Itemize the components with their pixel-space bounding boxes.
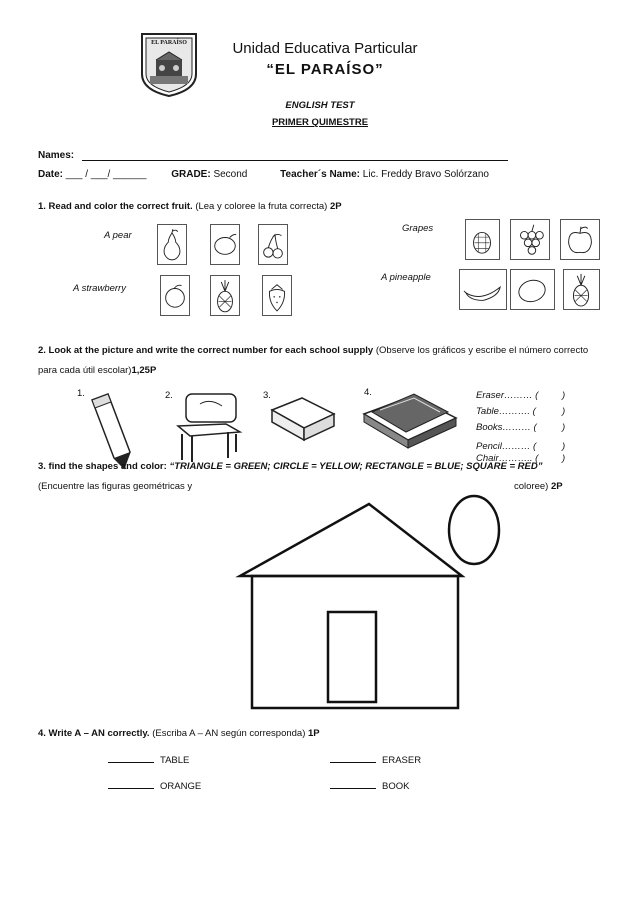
- q4-instruction: 4. Write A – AN correctly. (Escriba A – AN según corresponda) 1P: [38, 728, 320, 739]
- fruit-cherry[interactable]: [258, 224, 288, 265]
- q4-item-table[interactable]: TABLE: [108, 753, 189, 766]
- fruit-apple[interactable]: [560, 219, 600, 260]
- pineapple-icon: [211, 276, 239, 315]
- q2-num-3: 3.: [263, 390, 271, 401]
- strawberry-icon: [263, 276, 291, 315]
- q1-label-pineapple: A pineapple: [381, 272, 431, 283]
- orange-icon: [161, 276, 189, 315]
- fruit-grapes[interactable]: [510, 219, 550, 260]
- fruit-pear[interactable]: [157, 224, 187, 265]
- q2-instruction: 2. Look at the picture and write the correct number for each school supply (Observe los gráficos y escribe el número correcto para cada útil escolar)1,25P: [38, 345, 589, 376]
- answer-books[interactable]: Books……… ( ): [476, 422, 566, 433]
- answer-blank[interactable]: [108, 779, 154, 789]
- school-supply-books: [360, 388, 460, 450]
- grade-value: Second: [213, 169, 248, 180]
- triangle-shape[interactable]: [240, 504, 462, 576]
- circle-shape[interactable]: [449, 496, 499, 564]
- rectangle-shape[interactable]: [328, 612, 376, 702]
- fruit-banana[interactable]: [459, 269, 507, 310]
- q3-instruction: 3. find the shapes and color: “TRIANGLE = GREEN; CIRCLE = YELLOW; RECTANGLE = BLUE; SQUARE = RED”: [38, 461, 543, 472]
- fruit-pineapple-2[interactable]: [563, 269, 600, 310]
- seal-text: EL PARAÍSO: [151, 40, 187, 46]
- grade-label: GRADE:: [171, 169, 211, 180]
- eraser-icon: [268, 392, 338, 444]
- cherry-icon: [259, 225, 287, 264]
- q1-label-strawberry: A strawberry: [73, 283, 126, 294]
- school-supply-eraser: [268, 392, 338, 444]
- q4-item-orange[interactable]: ORANGE: [108, 779, 201, 792]
- term-title: PRIMER QUIMESTRE: [271, 117, 369, 128]
- q1-label-pear: A pear: [104, 230, 132, 241]
- q1-label-grapes: Grapes: [402, 223, 434, 234]
- q1-instruction: 1. Read and color the correct fruit. (Lea y coloree la fruta correcta) 2P: [38, 201, 342, 212]
- school-seal: [138, 30, 200, 98]
- q3-paren-start: (Encuentre las figuras geométricas y: [38, 481, 193, 492]
- q2-num-2: 2.: [165, 390, 173, 401]
- square-shape[interactable]: [252, 576, 458, 708]
- school-supply-chair: [170, 390, 245, 462]
- pineapple-icon: [564, 270, 599, 309]
- q4-item-eraser[interactable]: ERASER: [330, 753, 421, 766]
- q2-num-1: 1.: [77, 388, 85, 399]
- test-title: ENGLISH TEST: [285, 100, 355, 111]
- pear-icon: [158, 225, 186, 264]
- answer-blank[interactable]: [108, 753, 154, 763]
- house-drawing: [230, 492, 510, 712]
- answer-pencil[interactable]: Pencil……… ( ): [476, 441, 566, 452]
- fruit-raspberry[interactable]: [465, 219, 500, 260]
- house-shapes: [230, 492, 510, 712]
- info-row: [38, 169, 598, 180]
- banana-icon: [460, 270, 506, 309]
- apple-icon: [561, 220, 599, 259]
- school-name-title: “EL PARAÍSO”: [266, 61, 384, 78]
- mango-icon: [511, 270, 554, 309]
- date-label: Date:: [38, 169, 64, 180]
- fruit-orange[interactable]: [160, 275, 190, 316]
- answer-blank[interactable]: [330, 753, 376, 763]
- raspberry-icon: [466, 220, 499, 259]
- fruit-strawberry[interactable]: [262, 275, 292, 316]
- fruit-lemon[interactable]: [210, 224, 240, 265]
- answer-blank[interactable]: [330, 779, 376, 789]
- date-field[interactable]: ___ / ___/ ______: [65, 169, 147, 180]
- school-name: Unidad Educativa Particular: [232, 40, 418, 57]
- books-icon: [360, 388, 460, 450]
- q2-num-4: 4.: [364, 387, 372, 398]
- lemon-icon: [211, 225, 239, 264]
- answer-table[interactable]: Table………. ( ): [476, 406, 566, 417]
- names-field[interactable]: [82, 160, 508, 161]
- pencil-icon: [80, 392, 140, 472]
- teacher-label: Teacher´s Name:: [280, 169, 361, 180]
- school-supply-pencil: [80, 392, 140, 472]
- q2-answers: [476, 388, 576, 467]
- names-label: Names:: [38, 150, 75, 161]
- fruit-pineapple[interactable]: [210, 275, 240, 316]
- answer-eraser[interactable]: Eraser……… ( ): [476, 390, 566, 401]
- q3-paren-end: coloree) 2P: [514, 481, 563, 492]
- fruit-mango[interactable]: [510, 269, 555, 310]
- teacher-value: Lic. Freddy Bravo Solórzano: [362, 169, 489, 180]
- names-row: [38, 150, 508, 164]
- answer-chair[interactable]: Chair……….. ( ): [476, 453, 566, 464]
- grapes-icon: [511, 220, 549, 259]
- q4-item-book[interactable]: BOOK: [330, 779, 409, 792]
- chair-icon: [170, 390, 245, 462]
